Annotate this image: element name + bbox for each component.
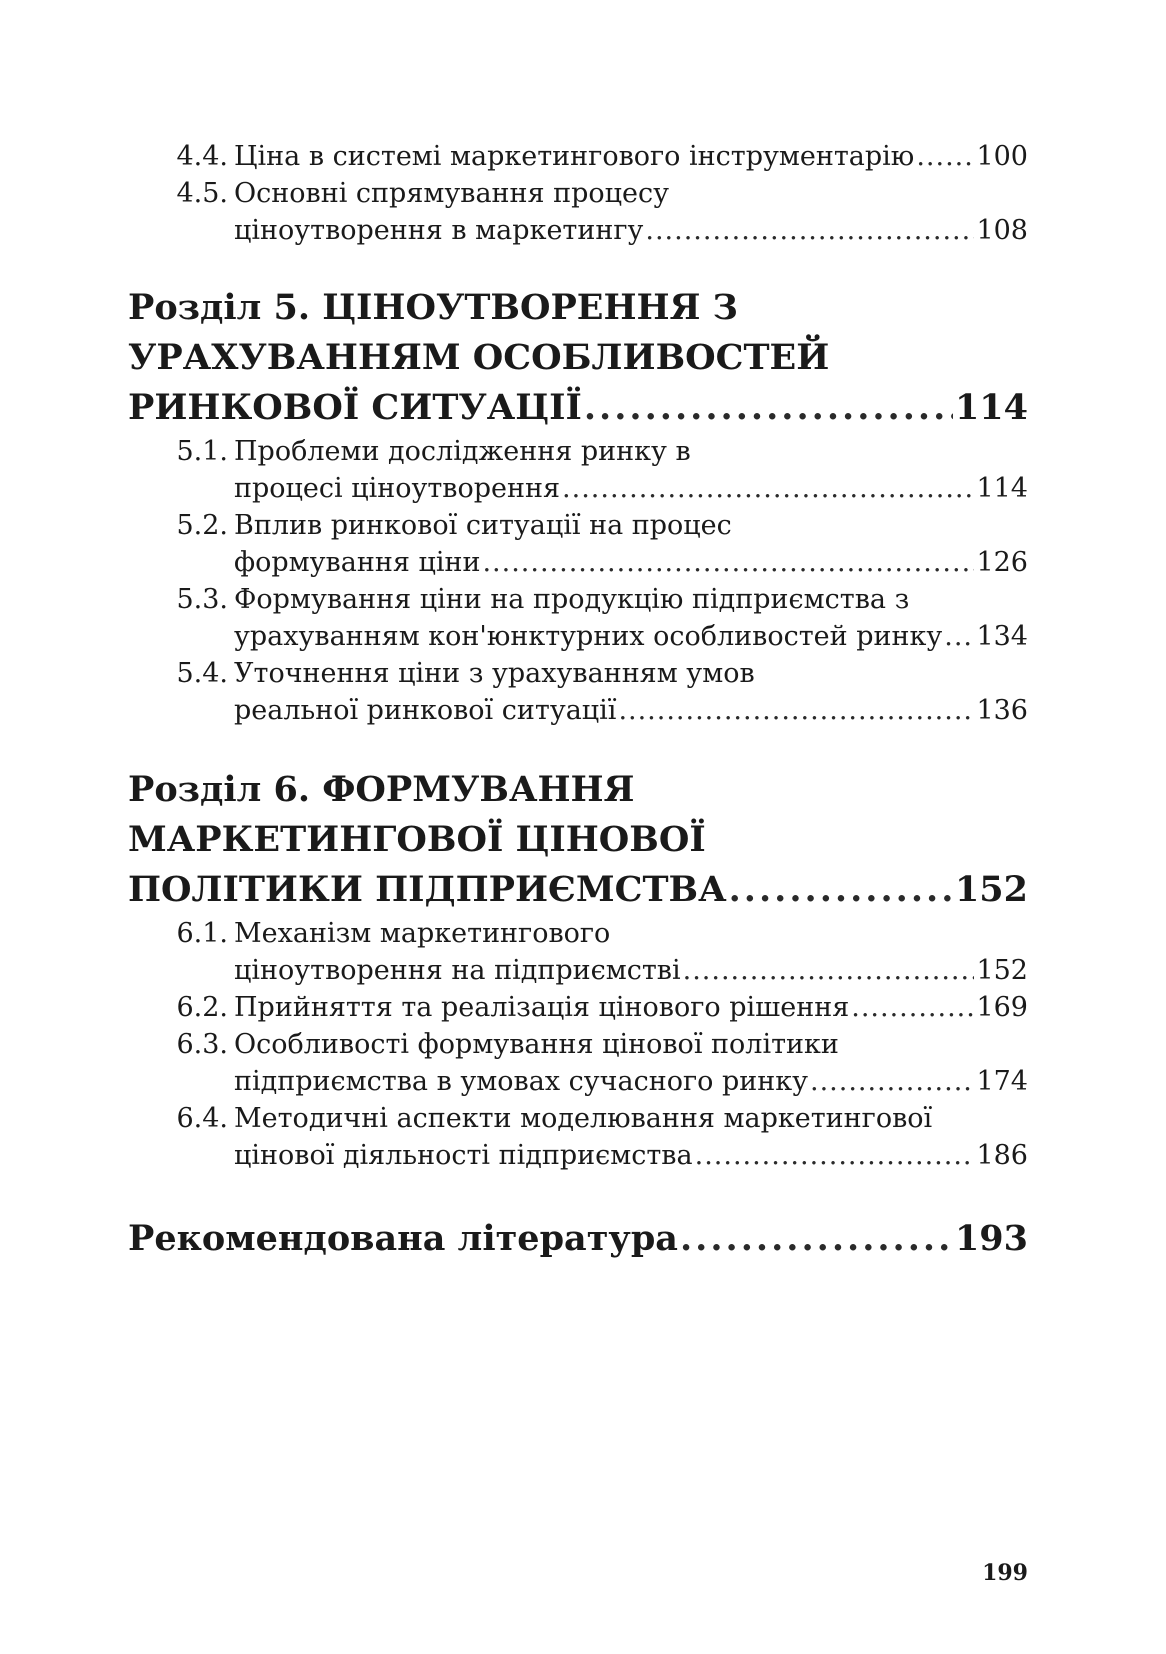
page-number: 100 [976, 141, 1028, 172]
toc-entry-6-2 [128, 989, 1028, 1026]
section-title-line1: Механізм маркетингового [234, 918, 611, 949]
dot-leader [645, 212, 974, 249]
dot-leader [680, 1214, 953, 1264]
section-title-line1: Особливості формування цінової політики [234, 1029, 839, 1060]
chapter-title-line1: Розділ 5. ЦІНОУТВОРЕННЯ З [128, 287, 738, 328]
page-number: 193 [954, 1218, 1028, 1259]
dot-leader [683, 952, 975, 989]
toc-entry-4-5 [128, 175, 1028, 249]
section-number: 6.3. [176, 1029, 228, 1060]
chapter-title-line1: Розділ 6. ФОРМУВАННЯ [128, 769, 635, 810]
section-title-line1: Основні спрямування процесу [234, 178, 670, 209]
toc-chapter-6 [128, 765, 1028, 915]
section-number: 4.5. [176, 178, 228, 209]
page-number: 114 [976, 473, 1028, 504]
dot-leader [482, 544, 974, 581]
section-title-line1: Проблеми дослідження ринку в [234, 436, 691, 467]
chapter-title-line3: РИНКОВОЇ СИТУАЦІЇ [128, 387, 582, 428]
page-number: 134 [976, 621, 1028, 652]
dot-leader [584, 383, 953, 433]
section-number: 6.1. [176, 918, 228, 949]
dot-leader [810, 1063, 974, 1100]
section-title-line2: ціноутворення на підприємстві [234, 955, 681, 986]
section-title-line2: ціноутворення в маркетингу [234, 215, 644, 246]
section-title: Прийняття та реалізація цінового рішення [234, 992, 850, 1023]
toc-entry-6-4 [128, 1100, 1028, 1174]
dot-leader [851, 989, 974, 1026]
section-number: 5.1. [176, 436, 228, 467]
section-number: 5.2. [176, 510, 228, 541]
section-title-line1: Вплив ринкової ситуації на процес [234, 510, 732, 541]
section-number: 5.4. [176, 658, 228, 689]
toc-entry-5-4 [128, 655, 1028, 729]
page-number: 152 [954, 869, 1028, 910]
toc-literature [128, 1214, 1028, 1264]
page-number: 186 [976, 1140, 1028, 1171]
toc-entry-6-3 [128, 1026, 1028, 1100]
section-number: 6.4. [176, 1103, 228, 1134]
section-title-line2: формування ціни [234, 547, 481, 578]
dot-leader [729, 865, 953, 915]
page-number: 114 [954, 387, 1028, 428]
section-title-line2: процесі ціноутворення [234, 473, 561, 504]
dot-leader [618, 692, 974, 729]
section-title-line2: урахуванням кон'юнктурних особливостей ринку [234, 621, 943, 652]
chapter-title-line2: УРАХУВАННЯМ ОСОБЛИВОСТЕЙ [128, 337, 830, 378]
section-title: Ціна в системі маркетингового інструментарію [234, 141, 915, 172]
section-title-line2: цінової діяльності підприємства [234, 1140, 693, 1171]
page-number: 126 [976, 547, 1028, 578]
chapter-title-line2: МАРКЕТИНГОВОЇ ЦІНОВОЇ [128, 819, 706, 860]
chapter-title-line3: ПОЛІТИКИ ПІДПРИЄМСТВА [128, 869, 727, 910]
toc-chapter-5 [128, 283, 1028, 433]
footer-page-number: 199 [982, 1560, 1028, 1586]
page-number: 136 [976, 695, 1028, 726]
section-title-line1: Формування ціни на продукцію підприємства з [234, 584, 910, 615]
literature-title: Рекомендована література [128, 1218, 678, 1259]
toc-entry-6-1 [128, 915, 1028, 989]
dot-leader [695, 1137, 975, 1174]
page-number: 152 [976, 955, 1028, 986]
toc-entry-5-2 [128, 507, 1028, 581]
table-of-contents [128, 138, 1028, 1264]
toc-entry-5-1 [128, 433, 1028, 507]
section-title-line2: реальної ринкової ситуації [234, 695, 617, 726]
dot-leader [562, 470, 974, 507]
page-number: 108 [976, 215, 1028, 246]
section-title-line1: Методичні аспекти моделювання маркетингової [234, 1103, 933, 1134]
dot-leader [944, 618, 974, 655]
section-number: 4.4. [176, 141, 228, 172]
page-number: 174 [976, 1066, 1028, 1097]
dot-leader [916, 138, 974, 175]
page-number: 169 [976, 992, 1028, 1023]
section-title-line2: підприємства в умовах сучасного ринку [234, 1066, 808, 1097]
toc-entry-4-4 [128, 138, 1028, 175]
section-title-line1: Уточнення ціни з урахуванням умов [234, 658, 755, 689]
section-number: 6.2. [176, 992, 228, 1023]
toc-entry-5-3 [128, 581, 1028, 655]
section-number: 5.3. [176, 584, 228, 615]
